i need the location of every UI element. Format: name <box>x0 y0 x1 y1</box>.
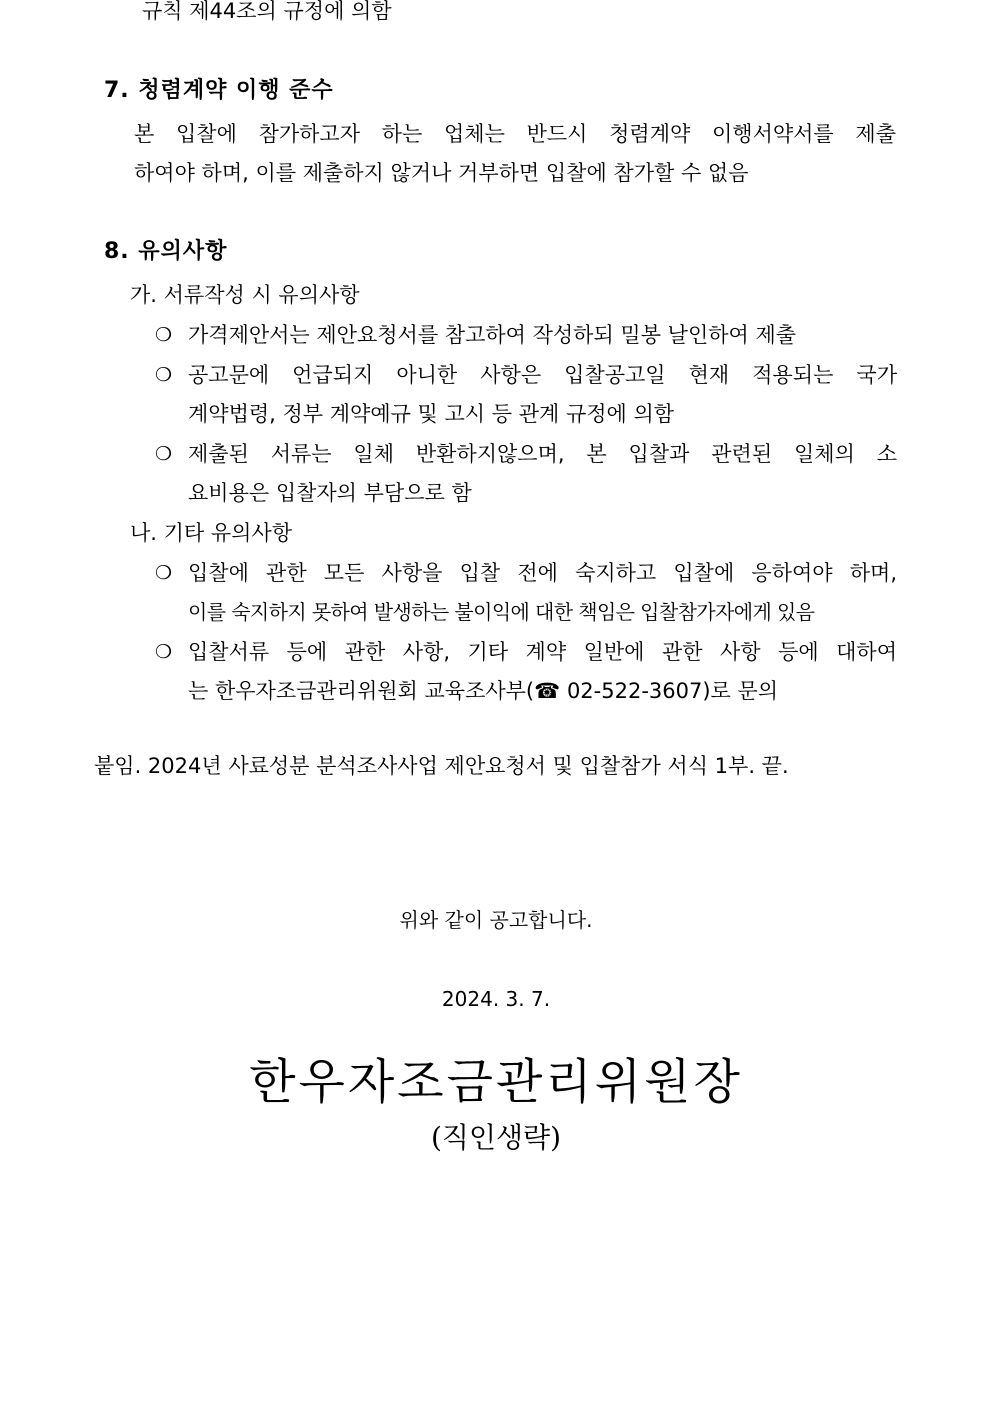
bullet-text: 가격제안서는 제안요청서를 참고하여 작성하되 밀봉 날인하여 제출 <box>188 323 797 347</box>
issuer-title: 한우자조금관리위원장 <box>249 1054 743 1110</box>
bullet-item <box>155 439 897 469</box>
bullet-continuation: 이를 숙지하지 못하여 발생하는 불이익에 대한 책임은 입찰참가자에게 있음 <box>188 600 815 624</box>
circle-bullet-icon: ❍ <box>155 364 173 386</box>
seal-omitted-note: (직인생략) <box>430 1121 562 1154</box>
circle-bullet-icon: ❍ <box>155 324 173 346</box>
bullet-text: 공고문에 언급되지 아니한 사항은 입찰공고일 현재 적용되는 국가 <box>188 363 897 387</box>
circle-bullet-icon: ❍ <box>155 443 173 465</box>
circle-bullet-icon: ❍ <box>155 562 173 584</box>
bullet-text: 입찰서류 등에 관한 사항, 기타 계약 일반에 관한 사항 등에 대하여 <box>188 640 897 664</box>
closing-statement: 위와 같이 공고합니다. <box>399 908 593 932</box>
section-7-line-1: 본 입찰에 참가하고자 하는 업체는 반드시 청렴계약 이행서약서를 제출 <box>134 122 896 146</box>
section-7-line-2: 하여야 하며, 이를 제출하지 않거나 거부하면 입찰에 참가할 수 없음 <box>134 161 749 185</box>
bullet-item <box>155 558 897 588</box>
announcement-date: 2024. 3. 7. <box>441 987 551 1011</box>
circle-bullet-icon: ❍ <box>155 641 173 663</box>
bullet-continuation: 요비용은 입찰자의 부담으로 함 <box>188 481 472 505</box>
bullet-text: 입찰에 관한 모든 사항을 입찰 전에 숙지하고 입찰에 응하여야 하며, <box>188 561 897 585</box>
bullet-continuation: 는 한우자조금관리위원회 교육조사부(☎ 02-522-3607)로 문의 <box>188 679 779 703</box>
attachment-note: 붙임. 2024년 사료성분 분석조사사업 제안요청서 및 입찰참가 서식 1부. 끝. <box>94 754 789 778</box>
bullet-item <box>155 320 897 350</box>
bullet-item <box>155 360 897 390</box>
bullet-continuation: 계약법령, 정부 계약예규 및 고시 등 관계 규정에 의함 <box>188 402 675 426</box>
bullet-text: 제출된 서류는 일체 반환하지않으며, 본 입찰과 관련된 일체의 소 <box>188 442 897 466</box>
continued-rule-line: 규칙 제44조의 규정에 의함 <box>142 0 392 23</box>
subsection-a-title: 가. 서류작성 시 유의사항 <box>130 283 360 307</box>
bullet-item <box>155 637 897 667</box>
section-7-heading: 7. 청렴계약 이행 준수 <box>104 78 334 103</box>
subsection-b-title: 나. 기타 유의사항 <box>130 521 293 545</box>
section-8-heading: 8. 유의사항 <box>104 239 228 264</box>
